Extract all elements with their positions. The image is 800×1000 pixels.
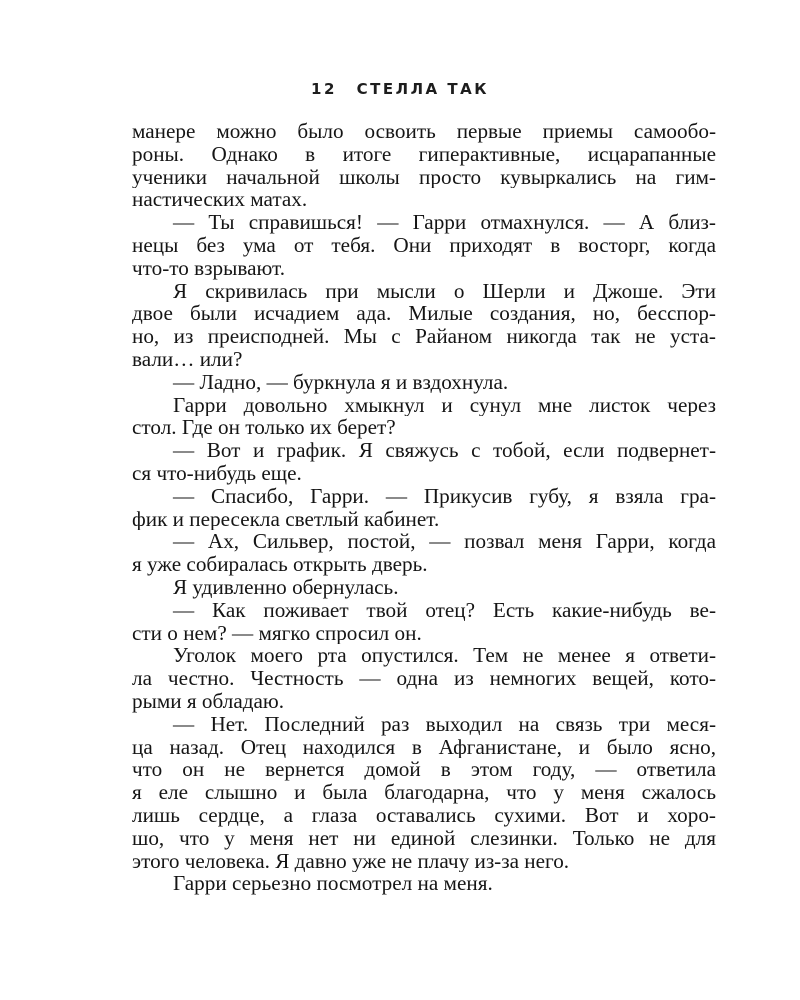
text-line: ца назад. Отец находился в Афганистане, и было ясно, xyxy=(132,735,716,759)
text-line: — Ладно, — буркнула я и вздохнула. xyxy=(173,370,509,394)
text-line: ся что-нибудь еще. xyxy=(132,461,302,485)
text-line: но, из преисподней. Мы с Райаном никогда так не уста- xyxy=(132,325,716,348)
text-line: шо, что у меня нет ни единой слезинки. Только не для xyxy=(132,826,716,850)
text-line: Я удивленно обернулась. xyxy=(173,575,399,599)
text-line: этого человека. Я давно уже не плачу из-за него. xyxy=(132,849,570,873)
text-line: — Ах, Сильвер, постой, — позвал меня Гарри, когда xyxy=(173,530,716,554)
text-line: я еле слышно и была благодарна, что у меня сжалось xyxy=(132,781,716,804)
text-line: — Спасибо, Гарри. — Прикусив губу, я взяла гра- xyxy=(173,484,716,508)
text-line: ученики начальной школы просто кувыркались на гим- xyxy=(132,165,716,189)
text-line: — Как поживает твой отец? Есть какие-нибудь ве- xyxy=(173,598,716,622)
text-line: Гарри серьезно посмотрел на меня. xyxy=(173,872,493,896)
text-line: фик и пересекла светлый кабинет. xyxy=(132,507,440,531)
text-line: стол. Где он только их берет? xyxy=(132,416,396,440)
text-line: нецы без ума от тебя. Они приходят в восторг, когда xyxy=(132,233,716,257)
text-line: рыми я обладаю. xyxy=(132,689,285,713)
page-number: 12 xyxy=(311,80,337,98)
text-line: манере можно было освоить первые приемы самообо- xyxy=(132,120,716,143)
running-header xyxy=(0,80,800,98)
text-line: двое были исчадием ада. Милые создания, но, бесспор- xyxy=(132,302,716,326)
text-line: — Ты справишься! — Гарри отмахнулся. — А близ- xyxy=(173,211,716,234)
text-line: лишь сердце, а глаза оставались сухими. Вот и хоро- xyxy=(132,803,716,827)
text-line: Гарри довольно хмыкнул и сунул мне листок через xyxy=(173,393,716,417)
text-line: ла честно. Честность — одна из немногих вещей, кото- xyxy=(132,667,716,690)
text-line: Уголок моего рта опустился. Тем не менее я ответи- xyxy=(173,644,716,668)
text-line: вали… или? xyxy=(132,347,243,371)
text-line: — Нет. Последний раз выходил на связь три меся- xyxy=(173,712,716,736)
text-line: я уже собиралась открыть дверь. xyxy=(132,553,428,576)
text-line: сти о нем? — мягко спросил он. xyxy=(132,621,422,645)
running-title: СТЕЛЛА ТАК xyxy=(356,80,489,98)
text-line: настических матах. xyxy=(132,188,308,212)
text-line: что-то взрывают. xyxy=(132,256,285,280)
text-line: Я скривилась при мысли о Шерли и Джоше. Эти xyxy=(173,279,716,303)
text-line: что он не вернется домой в этом году, — ответила xyxy=(132,758,716,782)
text-line: роны. Однако в итоге гиперактивные, исцарапанные xyxy=(132,142,716,166)
text-line: — Вот и график. Я свяжусь с тобой, если подвернет- xyxy=(173,439,716,462)
body-text xyxy=(132,120,716,895)
